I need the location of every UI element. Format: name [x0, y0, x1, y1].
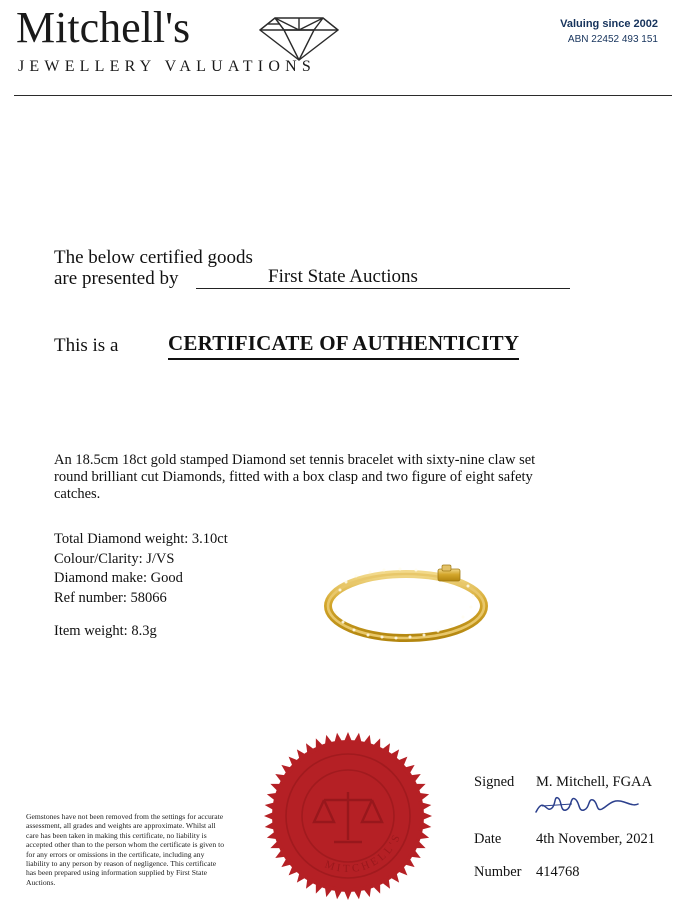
spec-colour-clarity: Colour/Clarity: J/VS — [54, 550, 175, 567]
client-underline — [196, 288, 570, 289]
signed-value: M. Mitchell, FGAA — [536, 774, 652, 790]
document-header — [0, 0, 686, 100]
certificate-prefix: This is a — [54, 335, 119, 356]
number-value: 414768 — [536, 864, 580, 880]
spec-total-diamond-weight: Total Diamond weight: 3.10ct — [54, 531, 228, 547]
presented-line-1: The below certified goods — [54, 247, 253, 268]
legal-disclaimer: Gemstones have not been removed from the settings for accurate assessment, all grades and weights are approximate. Whilst all care has been taken in making this certificate, no liability is accepted other than to the person whom the certificate is given to for any errors or omissions in the certificate, including any liability to any person by reason of negligence. This certificate has been prepared using information supplied by First State Auctions. — [26, 812, 224, 887]
date-label: Date — [474, 831, 502, 847]
spec-item-weight: Item weight: 8.3g — [54, 623, 157, 639]
company-subtitle: JEWELLERY VALUATIONS — [18, 58, 316, 75]
handwritten-signature — [532, 790, 642, 824]
number-label: Number — [474, 864, 522, 880]
client-name: First State Auctions — [268, 266, 418, 287]
seal-text: MITCHELL'S — [323, 830, 404, 876]
valuing-since-text: Valuing since 2002 — [560, 18, 658, 30]
abn-text: ABN 22452 493 151 — [567, 34, 658, 45]
item-description: An 18.5cm 18ct gold stamped Diamond set tennis bracelet with sixty-nine claw set round brilliant cut Diamonds, fitted with a box clasp and two figure of eight safety catches. — [54, 452, 536, 502]
date-value: 4th November, 2021 — [536, 831, 656, 847]
signed-label: Signed — [474, 774, 515, 790]
company-name: Mitchell's — [16, 3, 191, 52]
gold-tennis-bracelet-image — [316, 560, 496, 652]
certificate-title: CERTIFICATE OF AUTHENTICITY — [168, 331, 519, 360]
presented-line-2: are presented by — [54, 268, 179, 289]
item-specifications — [54, 530, 228, 608]
certification-seal — [262, 730, 434, 902]
spec-diamond-make: Diamond make: Good — [54, 570, 183, 586]
diamond-icon — [258, 4, 340, 62]
spec-ref-number: Ref number: 58066 — [54, 589, 167, 606]
header-divider — [14, 95, 672, 96]
